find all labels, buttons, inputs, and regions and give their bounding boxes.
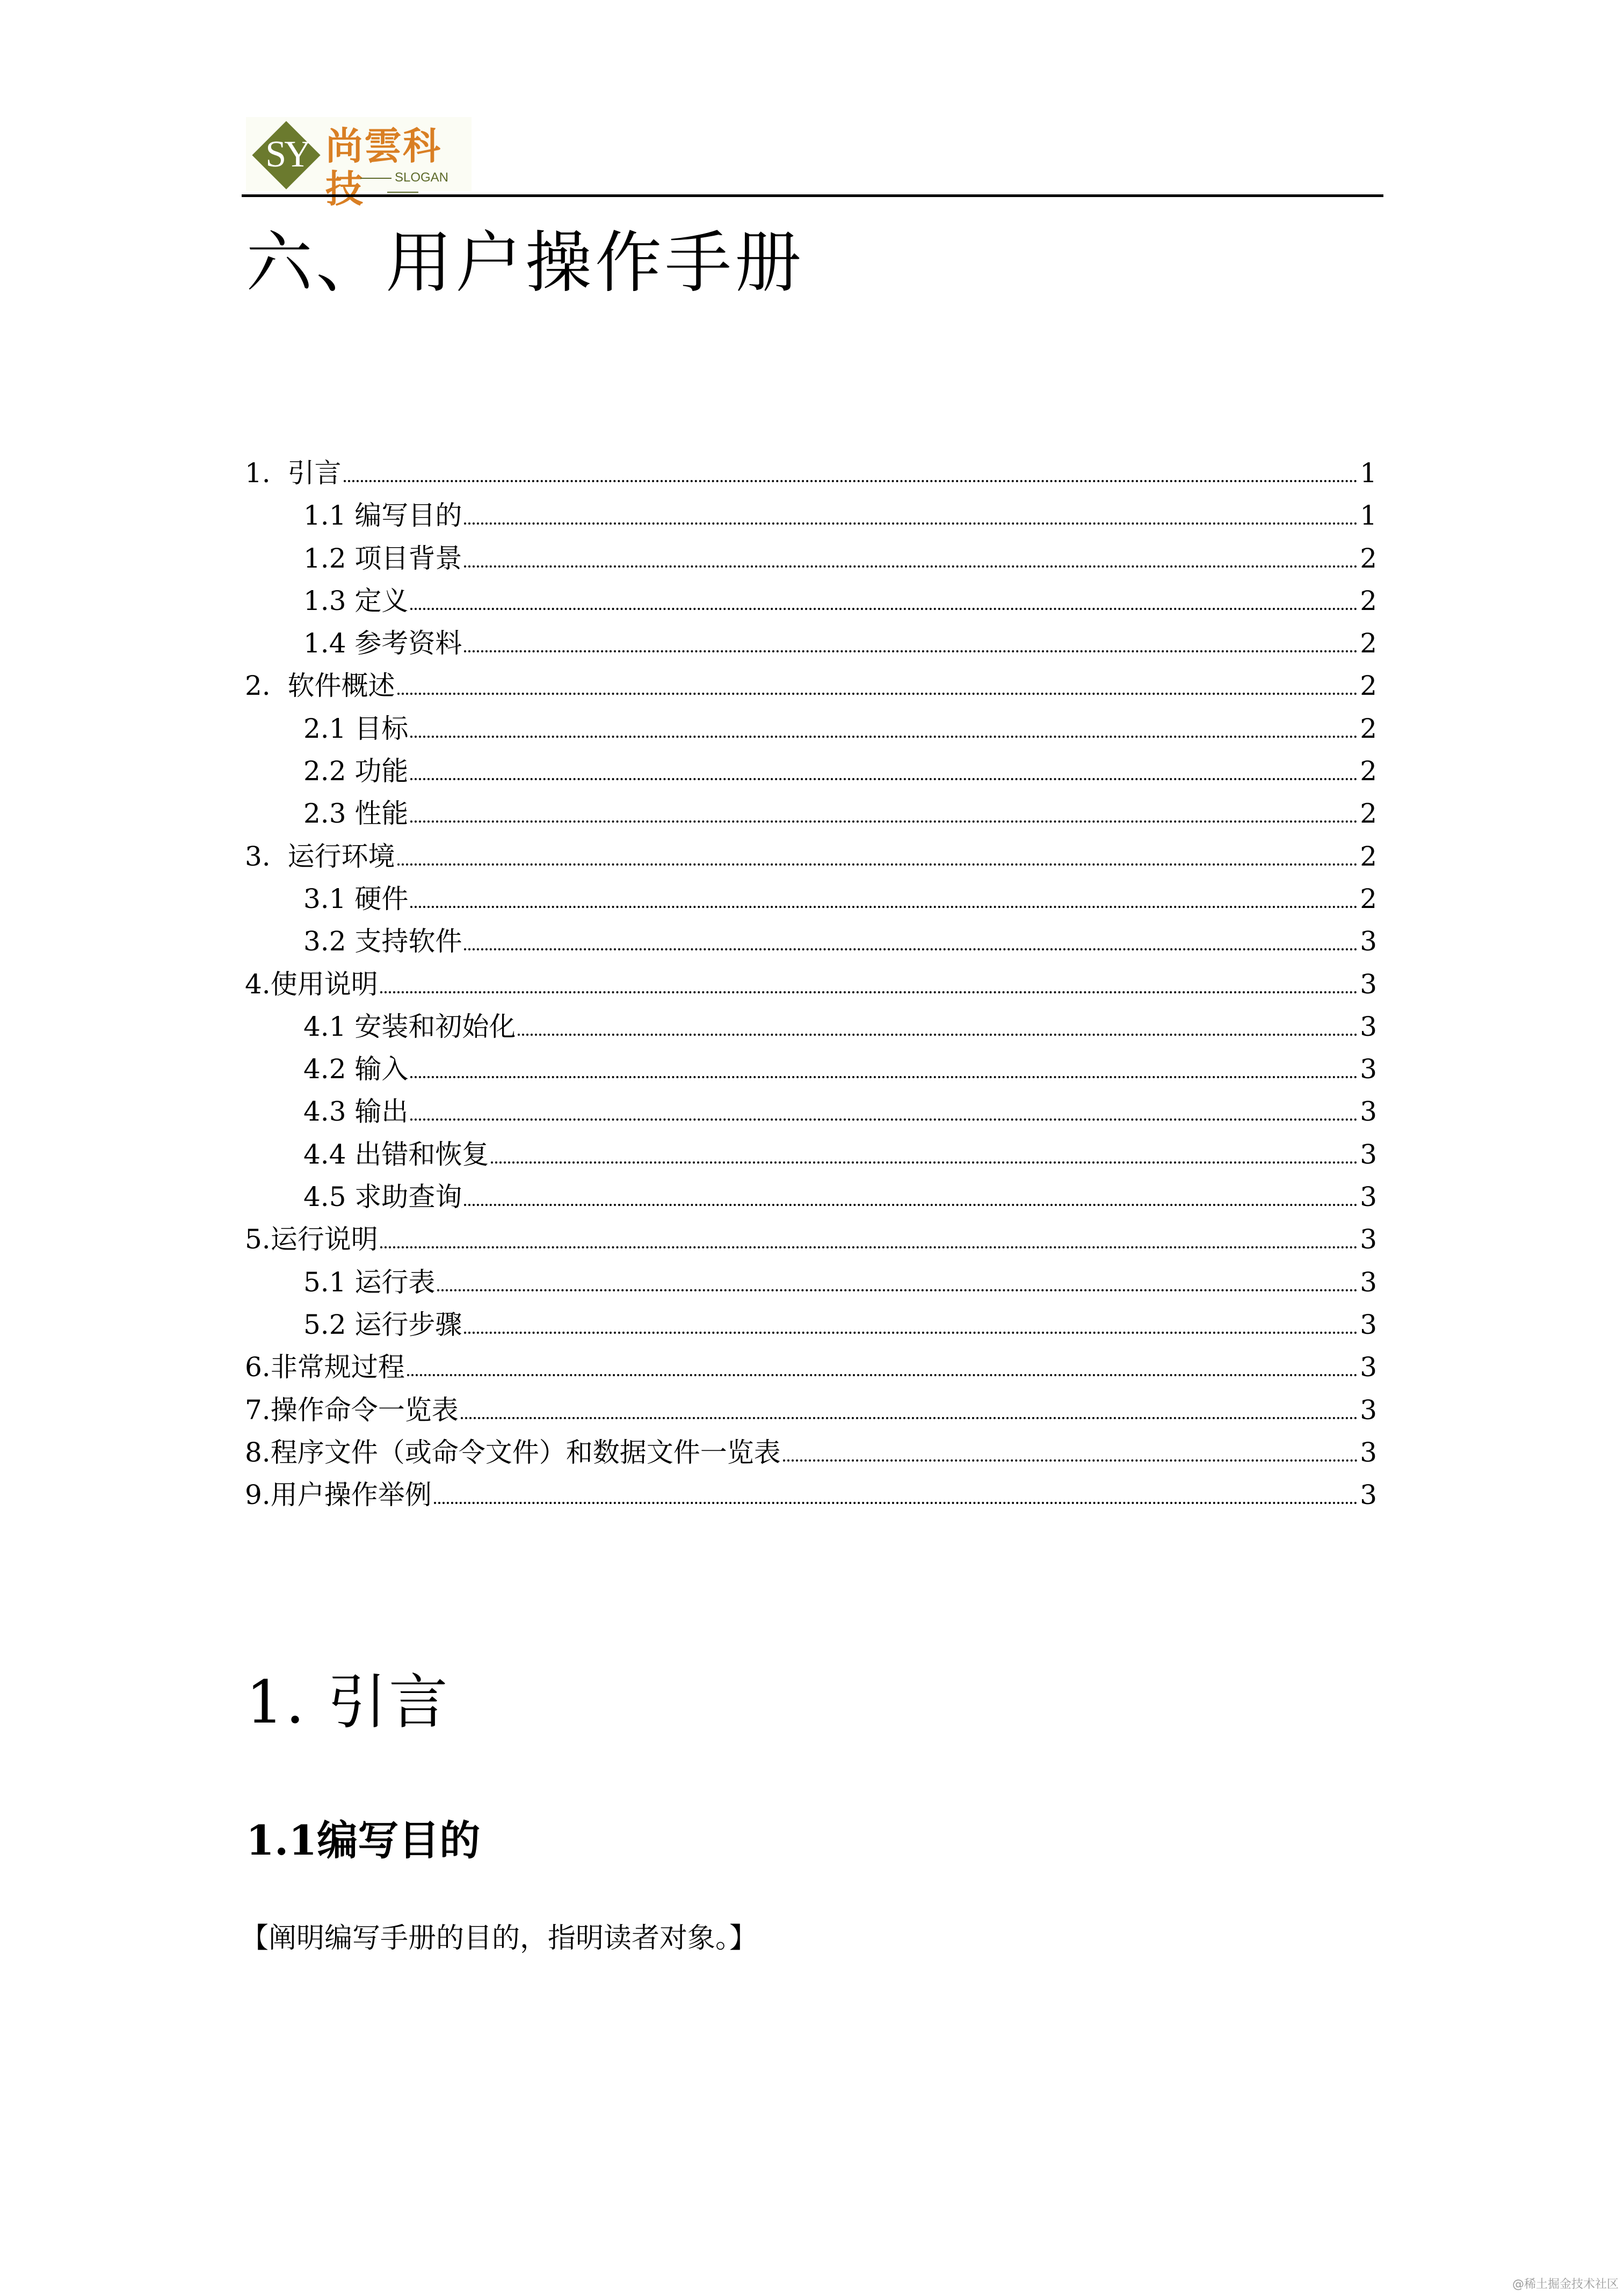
toc-entry[interactable]	[245, 1006, 1377, 1048]
toc-entry[interactable]	[245, 1389, 1377, 1432]
toc-entry[interactable]	[245, 708, 1377, 750]
toc-entry[interactable]	[245, 1474, 1377, 1516]
toc-entry-page: 3	[1360, 1138, 1377, 1170]
toc-leader-dots	[464, 522, 1358, 525]
toc-leader-dots	[461, 1417, 1358, 1419]
toc-entry-label: 4.5 求助查询	[303, 1181, 462, 1213]
toc-entry[interactable]	[245, 452, 1377, 495]
header-rule	[242, 194, 1383, 197]
toc-entry-label: 7.操作命令一览表	[245, 1394, 459, 1426]
toc-entry[interactable]	[245, 1304, 1377, 1346]
toc-entry-page: 2	[1360, 883, 1377, 914]
toc-entry[interactable]	[245, 793, 1377, 835]
logo-slogan: SLOGAN	[338, 171, 467, 199]
toc-entry[interactable]	[245, 1091, 1377, 1133]
toc-leader-dots	[434, 1502, 1358, 1504]
toc-entry-page: 3	[1360, 1266, 1377, 1298]
toc-entry-page: 3	[1360, 968, 1377, 1000]
table-of-contents	[245, 452, 1377, 1516]
toc-entry[interactable]	[245, 1432, 1377, 1474]
toc-leader-dots	[518, 1034, 1358, 1036]
toc-entry-label: 8.程序文件（或命令文件）和数据文件一览表	[245, 1436, 781, 1468]
toc-entry-page: 3	[1360, 1181, 1377, 1213]
toc-entry[interactable]	[245, 495, 1377, 537]
toc-entry[interactable]	[245, 580, 1377, 622]
company-logo	[246, 117, 472, 211]
toc-entry[interactable]	[245, 1261, 1377, 1304]
toc-leader-dots	[464, 948, 1358, 950]
toc-entry-label: 2.1 目标	[303, 713, 409, 744]
toc-entry[interactable]	[245, 1176, 1377, 1218]
toc-entry-label: 5.运行说明	[245, 1224, 378, 1255]
toc-leader-dots	[464, 565, 1358, 568]
toc-entry-page: 3	[1360, 1352, 1377, 1383]
toc-leader-dots	[380, 1246, 1358, 1248]
subsection-heading: 1.1编写目的	[246, 1817, 481, 1864]
toc-leader-dots	[464, 650, 1358, 652]
toc-entry-label: 5.2 运行步骤	[303, 1309, 462, 1340]
toc-leader-dots	[397, 693, 1358, 695]
toc-entry-label: 5.1 运行表	[303, 1266, 436, 1298]
toc-leader-dots	[344, 480, 1358, 482]
toc-entry-page: 2	[1360, 840, 1377, 872]
toc-entry-label: 4.3 输出	[303, 1096, 409, 1128]
toc-entry-label: 1. 引言	[245, 457, 342, 489]
toc-leader-dots	[410, 1076, 1358, 1078]
toc-leader-dots	[407, 1374, 1358, 1376]
toc-entry-label: 9.用户操作举例	[245, 1479, 432, 1511]
toc-leader-dots	[491, 1161, 1358, 1164]
toc-entry-page: 2	[1360, 713, 1377, 744]
toc-entry-page: 1	[1360, 457, 1377, 489]
toc-entry-label: 3. 运行环境	[245, 840, 395, 872]
toc-entry[interactable]	[245, 665, 1377, 707]
toc-entry-page: 3	[1360, 1394, 1377, 1426]
toc-leader-dots	[410, 820, 1358, 823]
toc-entry-page: 3	[1360, 1053, 1377, 1085]
toc-entry-label: 4.4 出错和恢复	[303, 1138, 489, 1170]
toc-entry-label: 1.4 参考资料	[303, 628, 462, 659]
toc-entry-label: 1.2 项目背景	[303, 542, 462, 574]
toc-entry-label: 1.1 编写目的	[303, 500, 462, 532]
toc-entry-label: 6.非常规过程	[245, 1352, 405, 1383]
toc-entry-page: 2	[1360, 628, 1377, 659]
toc-entry-page: 2	[1360, 755, 1377, 787]
toc-entry[interactable]	[245, 1048, 1377, 1091]
toc-entry-page: 3	[1360, 1436, 1377, 1468]
toc-leader-dots	[464, 1204, 1358, 1206]
toc-entry-page: 3	[1360, 1309, 1377, 1340]
toc-entry-label: 4.2 输入	[303, 1053, 409, 1085]
toc-leader-dots	[410, 608, 1358, 610]
toc-leader-dots	[380, 991, 1358, 993]
toc-entry-label: 1.3 定义	[303, 585, 409, 616]
toc-leader-dots	[410, 736, 1358, 738]
toc-entry-page: 2	[1360, 670, 1377, 702]
toc-entry-page: 1	[1360, 500, 1377, 532]
toc-entry[interactable]	[245, 920, 1377, 963]
toc-entry-page: 2	[1360, 585, 1377, 616]
logo-brand: 尚雲科技	[325, 123, 441, 211]
toc-entry-label: 2.2 功能	[303, 755, 409, 787]
toc-entry-page: 3	[1360, 926, 1377, 957]
toc-leader-dots	[464, 1332, 1358, 1334]
page-title: 六、用户操作手册	[246, 224, 805, 302]
toc-leader-dots	[437, 1289, 1358, 1291]
toc-entry[interactable]	[245, 963, 1377, 1006]
toc-leader-dots	[783, 1459, 1358, 1462]
watermark: @稀土掘金技术社区	[1512, 2278, 1619, 2291]
body-text: 【阐明编写手册的目的，指明读者对象。】	[241, 1922, 758, 1954]
toc-entry-page: 2	[1360, 542, 1377, 574]
toc-entry[interactable]	[245, 1218, 1377, 1261]
toc-entry-label: 2. 软件概述	[245, 670, 395, 702]
toc-leader-dots	[410, 778, 1358, 780]
toc-entry[interactable]	[245, 750, 1377, 793]
toc-entry-label: 4.1 安装和初始化	[303, 1011, 516, 1042]
toc-leader-dots	[410, 1118, 1358, 1121]
toc-entry-page: 3	[1360, 1011, 1377, 1042]
toc-entry[interactable]	[245, 878, 1377, 920]
toc-entry-label: 3.2 支持软件	[303, 926, 462, 957]
toc-leader-dots	[397, 863, 1358, 866]
toc-entry-page: 3	[1360, 1096, 1377, 1128]
toc-entry[interactable]	[245, 835, 1377, 878]
toc-entry-label: 4.使用说明	[245, 968, 378, 1000]
toc-entry[interactable]	[245, 1346, 1377, 1389]
toc-entry[interactable]	[245, 622, 1377, 665]
toc-entry-page: 2	[1360, 798, 1377, 830]
toc-leader-dots	[410, 906, 1358, 908]
logo-mark: SY	[265, 134, 309, 175]
toc-entry[interactable]	[245, 537, 1377, 580]
toc-entry-page: 3	[1360, 1224, 1377, 1255]
toc-entry-page: 3	[1360, 1479, 1377, 1511]
toc-entry-label: 3.1 硬件	[303, 883, 409, 914]
section-heading: 1. 引言	[246, 1668, 450, 1736]
toc-entry[interactable]	[245, 1134, 1377, 1176]
toc-entry-label: 2.3 性能	[303, 798, 409, 830]
